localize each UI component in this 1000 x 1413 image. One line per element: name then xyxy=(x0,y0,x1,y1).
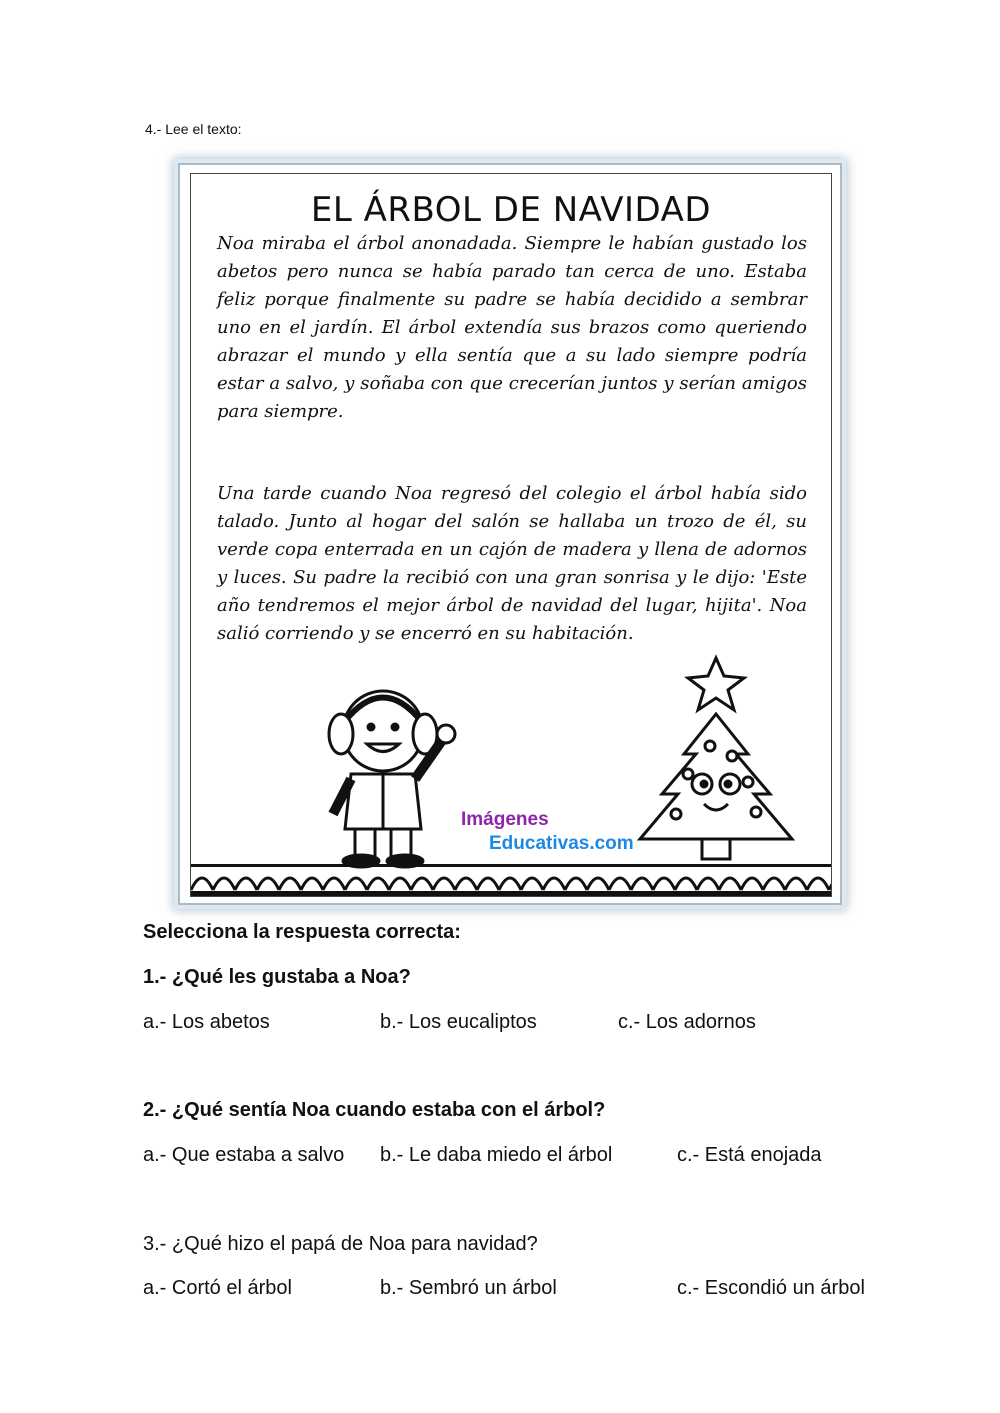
q3-option-a[interactable]: a.- Cortó el árbol xyxy=(143,1277,292,1299)
story-paragraph-2: Una tarde cuando Noa regresó del colegio el árbol había sido talado. Junto al hogar del salón se hallaba un trozo de él, su verde copa enterrada en un cajón de madera y llena de adornos y luces. Su padre la recibió con una gran sonrisa y le dijo: 'Este año tendremos el mejor árbol de navidad del lugar, hijita'. Noa salió corriendo y se encerró en su habitación. xyxy=(217,483,807,644)
scallop-arc xyxy=(235,878,257,890)
brand-line-1: Imágenes xyxy=(461,809,549,830)
scallop-arc xyxy=(719,878,741,890)
scallop-arc xyxy=(675,878,697,890)
scallop-arc xyxy=(785,878,807,890)
story-title: EL ÁRBOL DE NAVIDAD xyxy=(310,190,712,230)
scallop-arc xyxy=(279,878,301,890)
scallop-arc xyxy=(697,878,719,890)
instruction: 4.- Lee el texto: xyxy=(145,121,242,137)
scallop-arc xyxy=(521,878,543,890)
scallop-border xyxy=(191,862,831,896)
brand-line-2: Educativas.com xyxy=(489,833,634,854)
scallop-arc xyxy=(213,878,235,890)
scallop-arc xyxy=(543,878,565,890)
scallop-arc xyxy=(389,878,411,890)
scallop-arc xyxy=(257,878,279,890)
scallop-arc xyxy=(807,878,829,890)
question-2: 2.- ¿Qué sentía Noa cuando estaba con el árbol? xyxy=(143,1099,606,1121)
q2-option-a[interactable]: a.- Que estaba a salvo xyxy=(143,1144,345,1166)
q1-option-c[interactable]: c.- Los adornos xyxy=(618,1011,756,1033)
story-paragraph-1: Noa miraba el árbol anonadada. Siempre le habían gustado los abetos pero nunca se había parado tan cerca de uno. Estaba feliz porque finalmente su padre se había decidido a sembrar uno en el jardín. El árbol extendía sus brazos como queriendo abrazar el mundo y ella sentía que a su lado siempre podría estar a salvo, y soñaba con que crecerían juntos y serían amigos para siempre. xyxy=(217,233,807,422)
scallop-arc xyxy=(433,878,455,890)
brand-logo xyxy=(461,808,634,856)
christmas-tree-illustration xyxy=(636,654,796,864)
scallop-arc xyxy=(609,878,631,890)
q2-option-b[interactable]: b.- Le daba miedo el árbol xyxy=(380,1144,613,1166)
scallop-arc xyxy=(741,878,763,890)
scallop-arc xyxy=(587,878,609,890)
question-3: 3.- ¿Qué hizo el papá de Noa para navidad? xyxy=(143,1233,538,1255)
scallop-arc xyxy=(345,878,367,890)
scallop-arc xyxy=(829,878,831,890)
scallop-arc xyxy=(367,878,389,890)
scallop-arc xyxy=(477,878,499,890)
story-image-frame xyxy=(180,165,840,903)
scallop-arc xyxy=(411,878,433,890)
girl-illustration xyxy=(321,679,471,869)
scallop-arc xyxy=(499,878,521,890)
q1-option-b[interactable]: b.- Los eucaliptos xyxy=(380,1011,537,1033)
scallop-arc xyxy=(301,878,323,890)
q3-option-b[interactable]: b.- Sembró un árbol xyxy=(380,1277,557,1299)
scallop-arc xyxy=(191,878,213,890)
scallop-arc xyxy=(763,878,785,890)
scallop-arc xyxy=(565,878,587,890)
scallop-arc xyxy=(631,878,653,890)
question-1: 1.- ¿Qué les gustaba a Noa? xyxy=(143,966,411,988)
scallop-arc xyxy=(323,878,345,890)
quiz-heading: Selecciona la respuesta correcta: xyxy=(143,921,461,943)
story-card xyxy=(190,173,832,897)
q1-option-a[interactable]: a.- Los abetos xyxy=(143,1011,270,1033)
scallop-arc xyxy=(455,878,477,890)
scallop-arc xyxy=(653,878,675,890)
q3-option-c[interactable]: c.- Escondió un árbol xyxy=(677,1277,865,1299)
q2-option-c[interactable]: c.- Está enojada xyxy=(677,1144,822,1166)
